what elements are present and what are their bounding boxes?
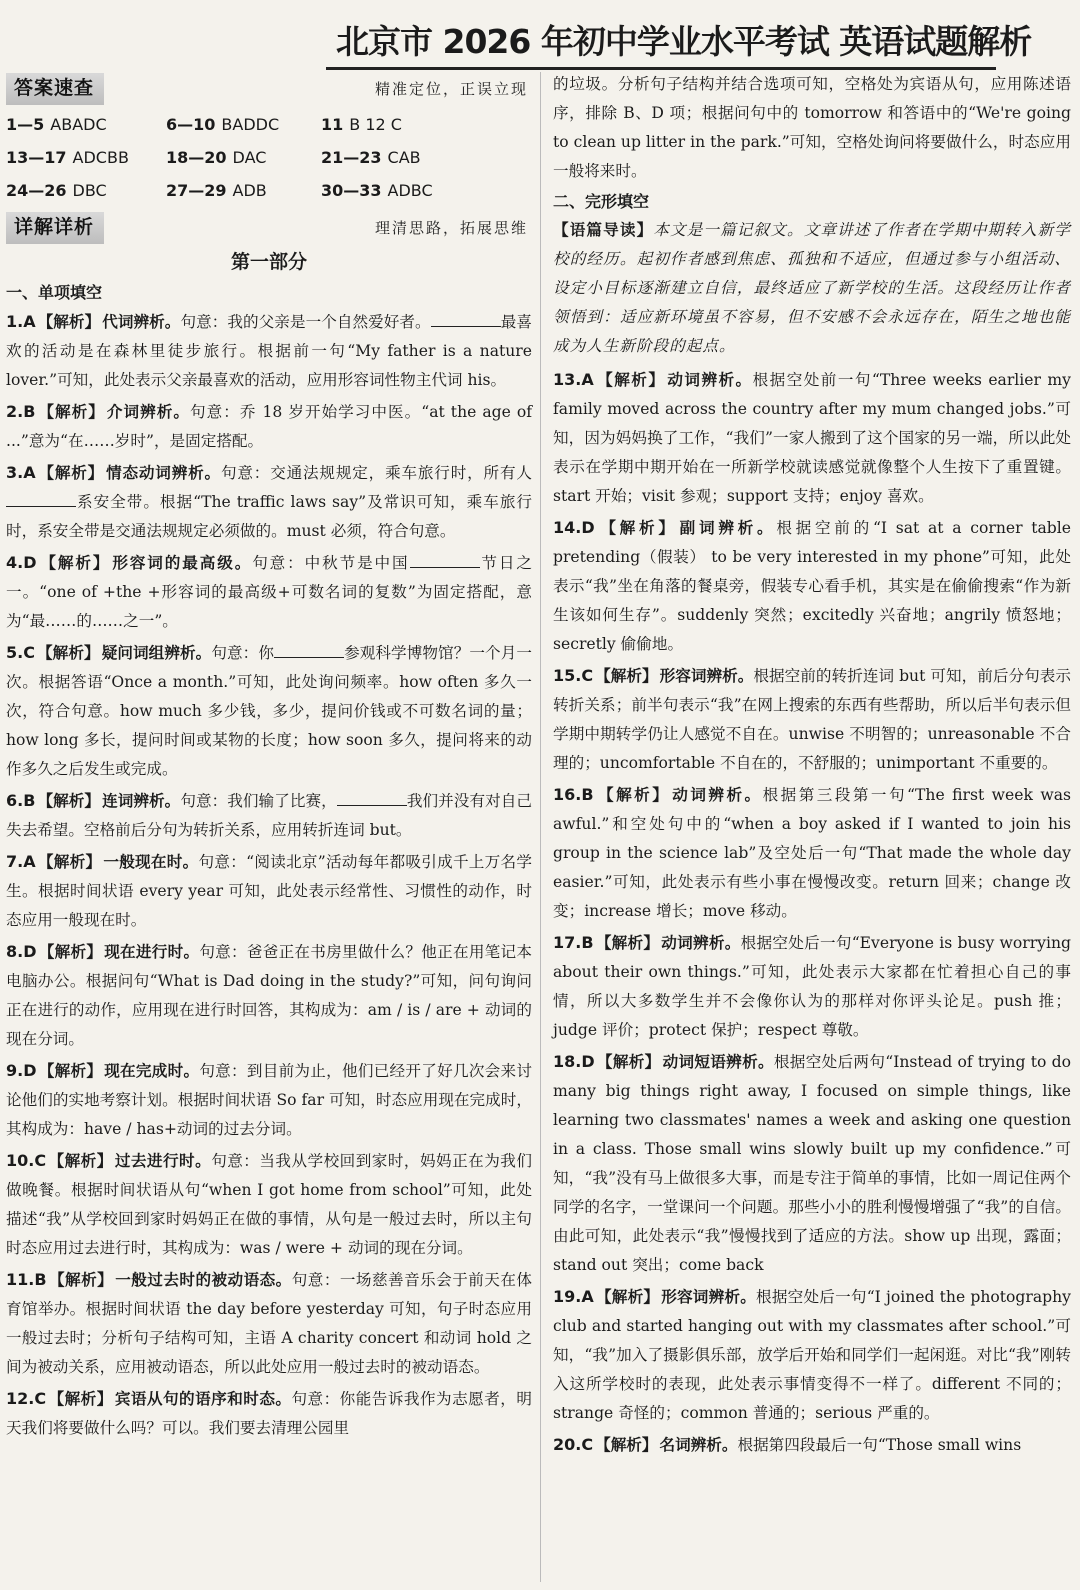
question-number: 19.A: [553, 1287, 594, 1306]
question-explanation: [553, 780, 1071, 926]
answer-quick-check-header: [6, 72, 532, 106]
explanation-text: 句意：我们输了比赛，: [180, 792, 337, 810]
question-explanation: [6, 1265, 532, 1382]
question-category: 宾语从句的语序和时态。: [114, 1390, 292, 1408]
explanation-text-continued: 参观科学博物馆？一个月一次。根据答语“Once a month.”可知，此处询问频率。how often 多久一次，符合句意。how much 多少钱，多少，提问价钱或不可数名词的量；how long 多长，提问时间或某物的长度；how soon 多久，提问将来的动作多久之后发生或完成。: [6, 644, 532, 778]
explanation-text: 根据空处前一句“Three weeks earlier my family moved across the country after my mum changed jobs.”可知，因为妈妈换了工作，“我们”一家人搬到了这个国家的另一端，所以此处表示在学期中期开始在一所新学校就读感觉就像整个人生按下了重置键。start 开始；visit 参观；support 支持；enjoy 喜欢。: [553, 371, 1071, 505]
question-explanation: [6, 1146, 532, 1263]
analysis-tag: 【解析】: [38, 943, 103, 961]
analysis-tag: 【解析】: [596, 1053, 661, 1071]
question-explanation: [6, 397, 532, 456]
detail-analysis-subtitle: 理清思路，拓展思维: [374, 218, 528, 237]
explanation-text: 句意：爸爸正在书房里做什么？他正在用笔记本电脑办公。根据问句“What is Dad doing in the study?”可知，问句询问正在进行的动作，应用现在进行时回答，其构成为：am / is / are + 动词的现在分词。: [6, 943, 532, 1048]
question-number: 5.C: [6, 643, 35, 662]
answer-group: [321, 110, 521, 139]
answer-keys: ADBC: [387, 181, 433, 200]
question-explanation: [6, 307, 532, 395]
answer-range: 6—10: [166, 115, 216, 134]
explanation-text: 句意：乔 18 岁开始学习中医。“at the age of ...”意为“在……岁时”，是固定搭配。: [6, 403, 532, 450]
question-number: 11.B: [6, 1270, 47, 1289]
question-number: 2.B: [6, 402, 36, 421]
analysis-tag: 【解析】: [595, 786, 671, 804]
answer-group: [166, 176, 321, 205]
question-category: 过去进行时。: [114, 1152, 212, 1170]
question-explanation: [6, 1384, 532, 1443]
question-explanation: [6, 786, 532, 845]
answer-group: [321, 176, 521, 205]
question-explanation: [553, 365, 1071, 511]
answer-keys: ADB: [232, 181, 267, 200]
fill-blank: [6, 492, 76, 507]
question-category: 动词辨析。: [667, 371, 753, 389]
question-category: 名词辨析。: [659, 1436, 738, 1454]
question-category: 形容词的最高级。: [112, 554, 253, 572]
fill-blank: [410, 553, 480, 568]
analysis-tag: 【解析】: [595, 1436, 658, 1454]
question-category: 动词短语辨析。: [662, 1053, 774, 1071]
question-number: 7.A: [6, 852, 36, 871]
answer-range: 11: [321, 115, 344, 134]
explanation-text-continued: 系安全带。根据“The traffic laws say”及常识可知，乘车旅行时，系安全带是交通法规规定必须做的。must 必须，符合句意。: [6, 493, 532, 540]
answer-range: 13—17: [6, 148, 67, 167]
passage-guide: [553, 216, 1071, 361]
section-two-title: 二、完形填空: [553, 192, 650, 211]
answer-quick-check-subtitle: 精准定位，正误立现: [374, 79, 528, 98]
question-category: 形容词辨析。: [661, 1288, 757, 1306]
explanation-text: 根据第四段最后一句“Those small wins: [737, 1436, 1022, 1454]
question-explanation: [6, 937, 532, 1054]
answer-keys: DAC: [232, 148, 267, 167]
explanation-text: 句意：你能告诉我作为志愿者，明天我们将要做什么吗？可以。我们要去清理公园里: [6, 1390, 532, 1437]
question-explanation: [553, 513, 1071, 659]
answer-keys: BADDC: [221, 115, 280, 134]
question-explanation: [553, 661, 1071, 778]
section-one-title: 一、单项填空: [6, 283, 103, 302]
analysis-tag: 【解析】: [37, 313, 101, 331]
question-category: 现在完成时。: [104, 1062, 200, 1080]
question-number: 16.B: [553, 785, 594, 804]
question-explanation: [6, 638, 532, 784]
question-number: 15.C: [553, 666, 594, 685]
part-one-title: 第一部分: [230, 251, 307, 273]
left-item-list: [6, 307, 532, 1443]
question-number: 1.A: [6, 312, 36, 331]
answer-grid: [6, 110, 532, 205]
explanation-text-continued: 最喜欢的活动是在森林里徒步旅行。根据前一句“My father is a nature lover.”可知，此处表示父亲最喜欢的活动，应用形容词性物主代词 his。: [6, 313, 532, 389]
analysis-tag: 【解析】: [596, 519, 678, 537]
answer-range: 24—26: [6, 181, 67, 200]
detail-analysis-header: [6, 211, 532, 245]
analysis-tag: 【解析】: [48, 1271, 114, 1289]
question-category: 一般过去时的被动语态。: [115, 1271, 292, 1289]
right-column: [553, 70, 1071, 1462]
question-explanation: [553, 1047, 1071, 1280]
question-category: 现在进行时。: [104, 943, 200, 961]
answer-group: [321, 143, 521, 172]
analysis-tag: 【解析】: [37, 792, 101, 810]
analysis-tag: 【解析】: [595, 667, 658, 685]
explanation-text-continued: 节日之一。“one of +the +形容词的最高级+可数名词的复数”为固定搭配，意为“最……的……之一”。: [6, 554, 532, 630]
analysis-tag: 【解析】: [48, 1152, 113, 1170]
question-number: 14.D: [553, 518, 595, 537]
answer-range: 27—29: [166, 181, 227, 200]
answer-range: 21—23: [321, 148, 382, 167]
fill-blank: [337, 791, 407, 806]
answer-keys: DBC: [72, 181, 107, 200]
answer-range: 1—5: [6, 115, 45, 134]
question-category: 介词辨析。: [106, 403, 191, 421]
explanation-text: 句意：一场慈善音乐会于前天在体育馆举办。根据时间状语 the day before yesterday 可知，句子时态应用一般过去时；分析句子结构可知，主语 A charity concert 和动词 hold 之间为被动关系，应用被动语态，所以此处应用一般过去时的被动语态。: [6, 1271, 532, 1376]
left-column: [6, 70, 532, 1445]
analysis-tag: 【解析】: [595, 934, 660, 952]
passage-guide-tag: 【语篇导读】: [553, 221, 654, 239]
question-number: 3.A: [6, 463, 36, 482]
analysis-tag: 【解析】: [48, 1390, 113, 1408]
question-category: 情态动词辨析。: [106, 464, 221, 482]
analysis-tag: 【解析】: [38, 1062, 103, 1080]
question-category: 代词辨析。: [102, 313, 181, 331]
explanation-text: 根据空处后两句“Instead of trying to do many big things right away, I focused on simple things, like learning two classmates' names a week and asking one question in a class. Those small wins slowly built up my confidence.”可知，“我”没有马上做很多大事，而是专注于简单的事情，比如一周记住两个同学的名字，一堂课问一个问题。那些小小的胜利慢慢增强了“我”的自信。由此可知，此处表示“我”慢慢找到了适应的方法。show up 出现，露面；stand out 突出；come back: [553, 1053, 1071, 1274]
question-explanation: [6, 847, 532, 935]
answer-keys: CAB: [387, 148, 421, 167]
question-category: 形容词辨析。: [659, 667, 754, 685]
analysis-tag: 【解析】: [595, 371, 666, 389]
answer-keys: ABADC: [50, 115, 107, 134]
question-number: 18.D: [553, 1052, 595, 1071]
explanation-text: 句意：交通法规规定，乘车旅行时，所有人: [220, 464, 532, 482]
analysis-tag: 【解析】: [36, 644, 100, 662]
question-number: 13.A: [553, 370, 594, 389]
explanation-text: 根据空前的“I sat at a corner table pretending（假装） to be very interested in my phone”可知，此处表示“我”坐在角落的餐桌旁，假装专心看手机，其实是在偷偷搜索“作为新生该如何生存”。suddenly 突然；excitedly 兴奋地；angrily 愤怒地；secretly 偷偷地。: [553, 519, 1071, 653]
answer-keys: B 12 C: [349, 115, 402, 134]
question-explanation: [6, 458, 532, 546]
explanation-text: 句意：我的父亲是一个自然爱好者。: [180, 313, 431, 331]
question-number: 20.C: [553, 1435, 594, 1454]
column-divider: [540, 72, 541, 1582]
question-category: 一般现在时。: [103, 853, 199, 871]
answer-group: [6, 176, 166, 205]
question-category: 副词辨析。: [679, 519, 777, 537]
question-explanation: [6, 1056, 532, 1144]
question-category: 动词辨析。: [661, 934, 741, 952]
analysis-tag: 【解析】: [37, 853, 102, 871]
answer-range: 18—20: [166, 148, 227, 167]
question-category: 动词辨析。: [672, 786, 763, 804]
answer-keys: ADCBB: [72, 148, 129, 167]
question-category: 连词辨析。: [102, 792, 181, 810]
analysis-tag: 【解析】: [595, 1288, 660, 1306]
explanation-text: 根据空处后一句“I joined the photography club and started hanging out with my classmates after school.”可知，“我”加入了摄影俱乐部，放学后开始和同学们一起闲逛。对比“我”刚转入这所学校时的表现，此处表示事情变得不一样了。different 不同的；strange 奇怪的；common 普通的；serious 严重的。: [553, 1288, 1071, 1422]
explanation-text: 句意：中秋节是中国: [252, 554, 410, 572]
analysis-tag: 【解析】: [38, 554, 111, 572]
question-explanation: [553, 928, 1071, 1045]
detail-analysis-tag: 详解详析: [6, 212, 104, 244]
question-category: 疑问词组辨析。: [101, 644, 212, 662]
fill-blank: [274, 643, 344, 658]
explanation-text: 句意：“阅读北京”活动每年都吸引成千上万名学生。根据时间状语 every year 可知，此处表示经常性、习惯性的动作，时态应用一般现在时。: [6, 853, 532, 929]
explanation-text: 根据空前的转折连词 but 可知，前后分句表示转折关系；前半句表示“我”在网上搜索的东西有些帮助，所以后半句表示但学期中期转学仍让人感觉不自在。unwise 不明智的；unreasonable 不合理的；uncomfortable 不自在的，不舒服的；unimportant 不重要的。: [553, 667, 1071, 772]
explanation-text-continued: 我们并没有对自己失去希望。空格前后分句为转折关系，应用转折连词 but。: [6, 792, 532, 839]
question-number: 8.D: [6, 942, 37, 961]
question-explanation: [553, 1282, 1071, 1428]
page-title: 北京市 2026 年初中学业水平考试 英语试题解析: [336, 16, 956, 66]
answer-group: [166, 143, 321, 172]
question-explanation: [6, 548, 532, 636]
analysis-tag: 【解析】: [37, 464, 105, 482]
answer-quick-check-tag: 答案速查: [6, 73, 104, 105]
explanation-text: 句意：当我从学校回到家时，妈妈正在为我们做晚餐。根据时间状语从句“when I got home from school”可知，此处描述“我”从学校回到家时妈妈正在做的事情，从句是一般过去时，所以主句时态应用过去进行时，其构成为：was / were + 动词的现在分词。: [6, 1152, 532, 1257]
question-number: 10.C: [6, 1151, 47, 1170]
explanation-text: 根据空处后一句“Everyone is busy worrying about their own things.”可知，此处表示大家都在忙着担心自己的事情，所以大多数学生并不会像你认为的那样对你评头论足。push 推；judge 评价；protect 保护；respect 尊敬。: [553, 934, 1071, 1039]
item-12-continued: 的垃圾。分析句子结构并结合选项可知，空格处为宾语从句，应用陈述语序，排除 B、D 项；根据问句中的 tomorrow 和答语中的“We're going to clean up litter in the park.”可知，空格处询问将要做什么，时态应用一般将来时。: [553, 75, 1071, 180]
explanation-text: 句意：你: [211, 644, 274, 662]
question-number: 4.D: [6, 553, 37, 572]
passage-guide-text: 本文是一篇记叙文。文章讲述了作者在学期中期转入新学校的经历。起初作者感到焦虑、孤独和不适应，但通过参与小组活动、设定小目标逐渐建立自信，最终适应了新学校的生活。这段经历让作者领悟到：适应新环境虽不容易，但不安感不会永远存在，陌生之地也能成为人生新阶段的起点。: [553, 221, 1071, 355]
explanation-text: 句意：到目前为止，他们已经开了好几次会来讨论他们的实地考察计划。根据时间状语 So far 可知，时态应用现在完成时，其构成为：have / has+动词的过去分词。: [6, 1062, 532, 1138]
question-number: 9.D: [6, 1061, 37, 1080]
explanation-text: 根据第三段第一句“The first week was awful.”和空处句中的“when a boy asked if I wanted to join his group in the science lab”及空处后一句“That made the whole day easier.”可知，此处表示有些小事在慢慢改变。return 回来；change 改变；increase 增长；move 移动。: [553, 786, 1071, 920]
analysis-tag: 【解析】: [37, 403, 105, 421]
answer-group: [166, 110, 321, 139]
question-number: 12.C: [6, 1389, 47, 1408]
question-number: 17.B: [553, 933, 594, 952]
answer-group: [6, 143, 166, 172]
fill-blank: [431, 312, 501, 327]
question-number: 6.B: [6, 791, 36, 810]
answer-range: 30—33: [321, 181, 382, 200]
question-explanation: [553, 1430, 1071, 1460]
answer-group: [6, 110, 166, 139]
right-item-list: [553, 365, 1071, 1460]
